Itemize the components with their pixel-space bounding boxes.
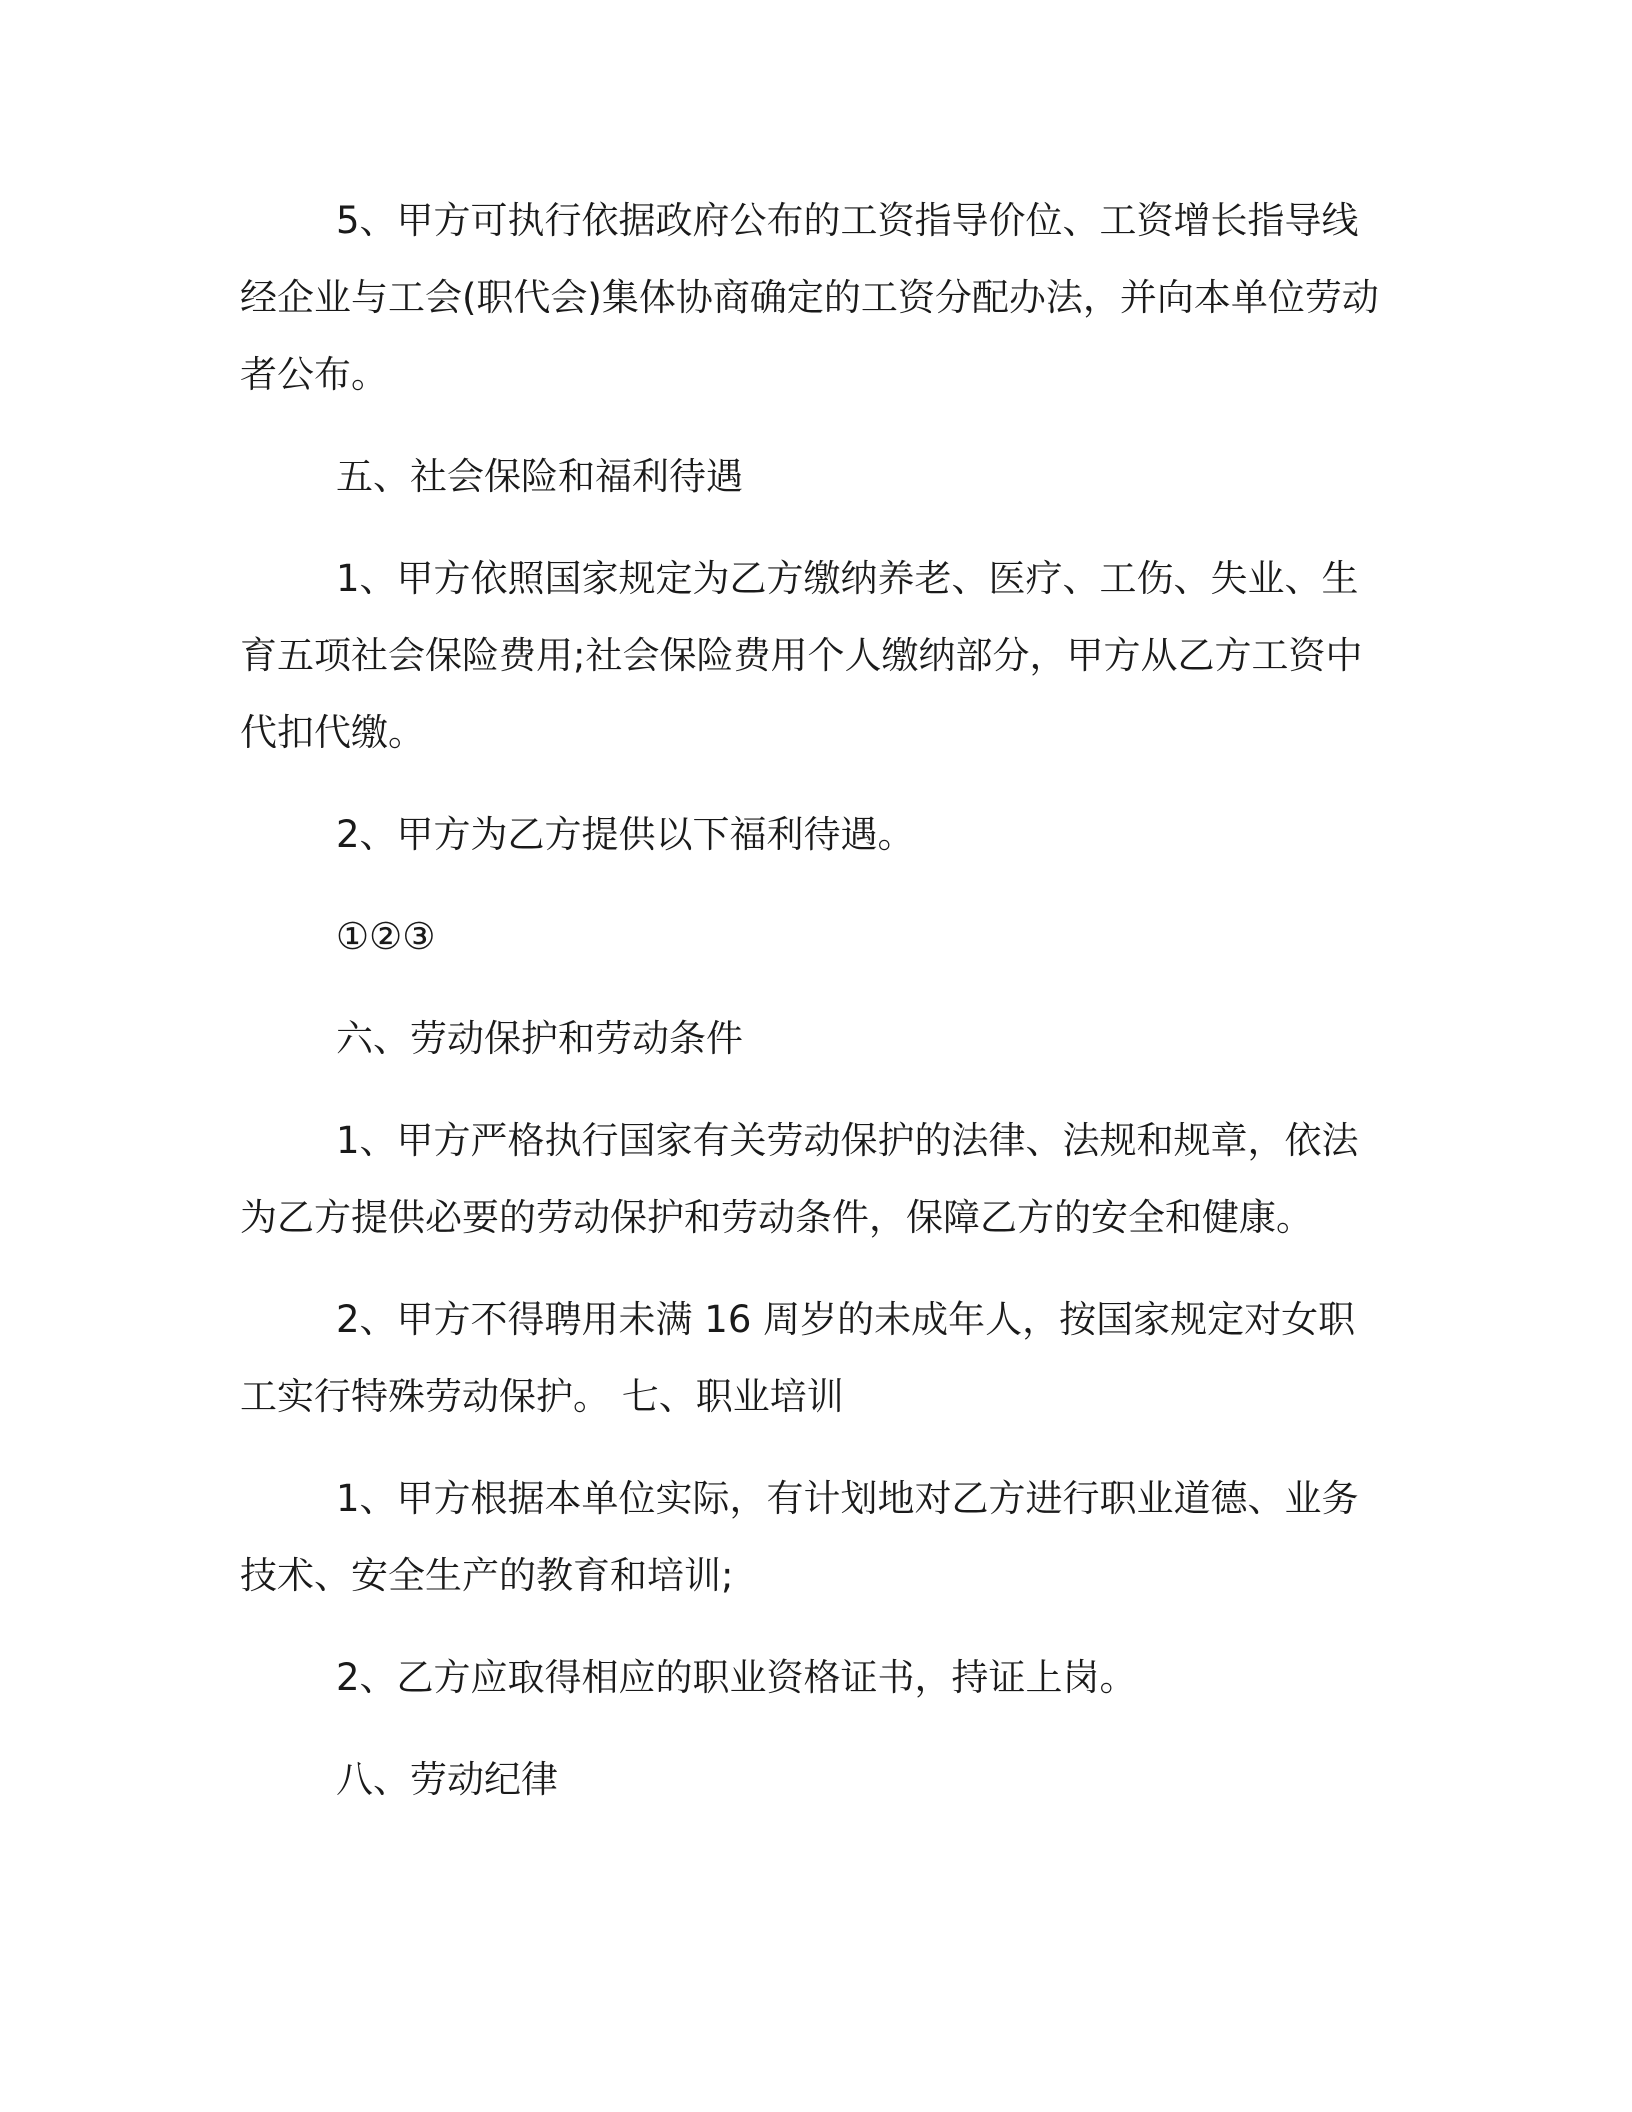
document-page <box>240 182 1388 1843</box>
paragraph-training-plan: 1、甲方根据本单位实际，有计划地对乙方进行职业道德、业务技术、安全生产的教育和培训; <box>240 1477 1359 1597</box>
paragraph-wage-distribution: 5、甲方可执行依据政府公布的工资指导价位、工资增长指导线经企业与工会(职代会)集体协商确定的工资分配办法，并向本单位劳动者公布。 <box>240 199 1379 396</box>
paragraph-certificate: 2、乙方应取得相应的职业资格证书，持证上岗。 <box>336 1656 1137 1699</box>
paragraph-minors-women: 2、甲方不得聘用未满 16 周岁的未成年人，按国家规定对女职工实行特殊劳动保护。 七、职业培训 <box>240 1298 1356 1418</box>
paragraph-insurance-payment: 1、甲方依照国家规定为乙方缴纳养老、医疗、工伤、失业、生育五项社会保险费用;社会保险费用个人缴纳部分，甲方从乙方工资中代扣代缴。 <box>240 557 1363 754</box>
heading-labor-discipline: 八、劳动纪律 <box>336 1758 558 1801</box>
paragraph-welfare-items: ①②③ <box>336 915 436 958</box>
paragraph-welfare: 2、甲方为乙方提供以下福利待遇。 <box>336 813 915 856</box>
heading-labor-protection: 六、劳动保护和劳动条件 <box>336 1017 743 1060</box>
heading-social-insurance: 五、社会保险和福利待遇 <box>336 455 743 498</box>
paragraph-protection-laws: 1、甲方严格执行国家有关劳动保护的法律、法规和规章，依法为乙方提供必要的劳动保护和劳动条件，保障乙方的安全和健康。 <box>240 1119 1359 1239</box>
